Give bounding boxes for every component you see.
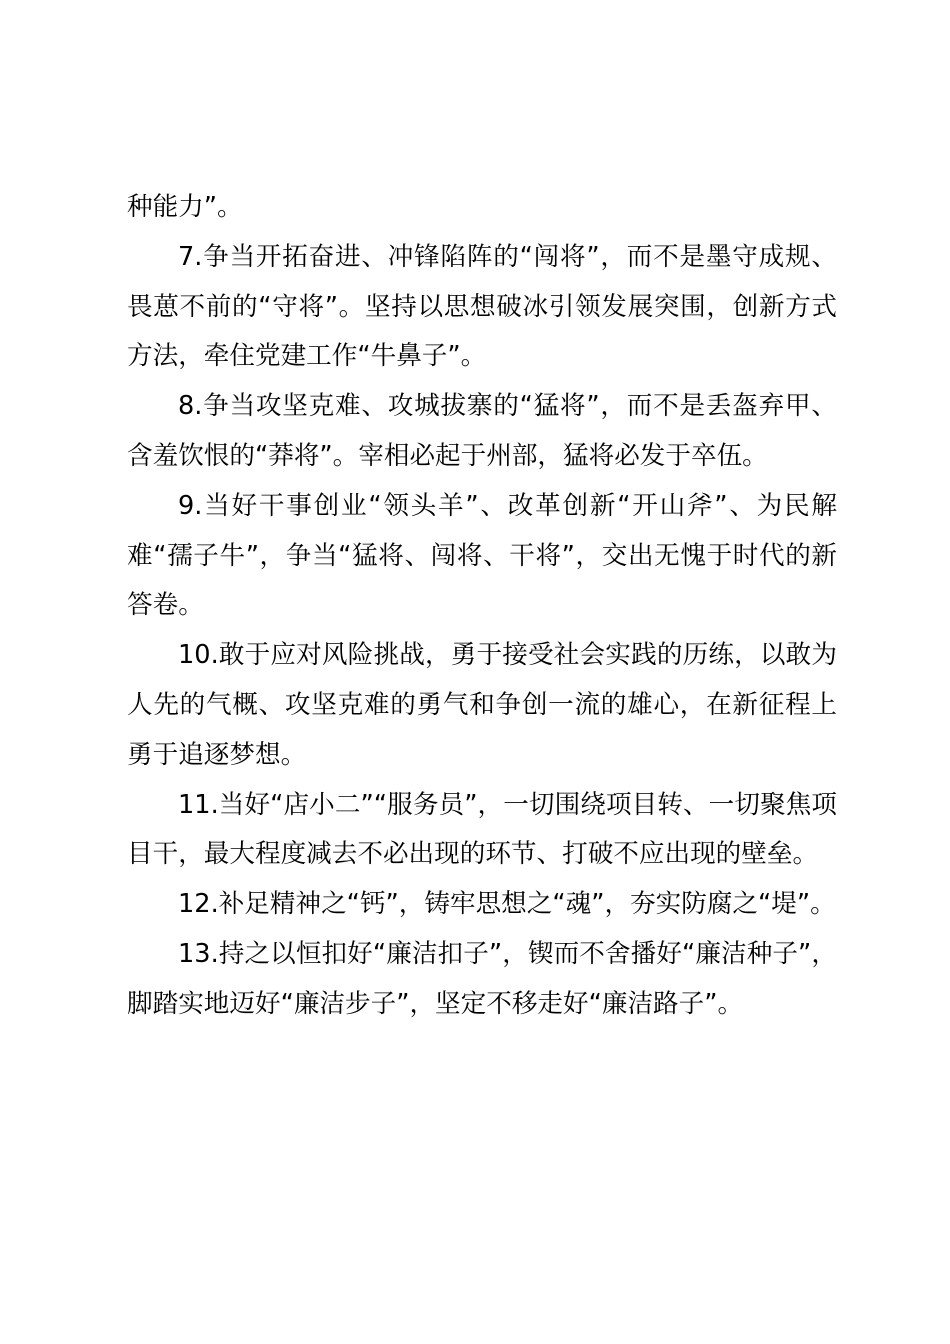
paragraph-continuation: 种能力”。 xyxy=(127,192,243,222)
paragraph-12: 12.补足精神之“钙”，铸牢思想之“魂”，夯实防腐之“堤”。 xyxy=(178,889,836,920)
paragraph-10: 10.敢于应对风险挑战，勇于接受社会实践的历练，以敢为人先的气概、攻坚克难的勇气和争创一流的雄心，在新征程上勇于追逐梦想。 xyxy=(127,640,837,770)
paragraph-11: 11.当好“店小二”“服务员”，一切围绕项目转、一切聚焦项目干，最大程度减去不必出现的环节、打破不应出现的壁垒。 xyxy=(127,789,837,870)
document-body xyxy=(127,183,837,1030)
paragraph-7: 7.争当开拓奋进、冲锋陷阵的“闯将”，而不是墨守成规、畏葸不前的“守将”。坚持以思想破冰引领发展突围，创新方式方法，牵住党建工作“牛鼻子”。 xyxy=(127,241,837,372)
paragraph-8: 8.争当攻坚克难、攻城拔寨的“猛将”，而不是丢盔弃甲、含羞饮恨的“莽将”。宰相必起于州部，猛将必发于卒伍。 xyxy=(127,391,837,471)
paragraph-13: 13.持之以恒扣好“廉洁扣子”，锲而不舍播好“廉洁种子”，脚踏实地迈好“廉洁步子”，坚定不移走好“廉洁路子”。 xyxy=(127,938,837,1019)
paragraph-9: 9.当好干事创业“领头羊”、改革创新“开山斧”、为民解难“孺子牛”，争当“猛将、闯将、干将”，交出无愧于时代的新答卷。 xyxy=(127,490,837,621)
